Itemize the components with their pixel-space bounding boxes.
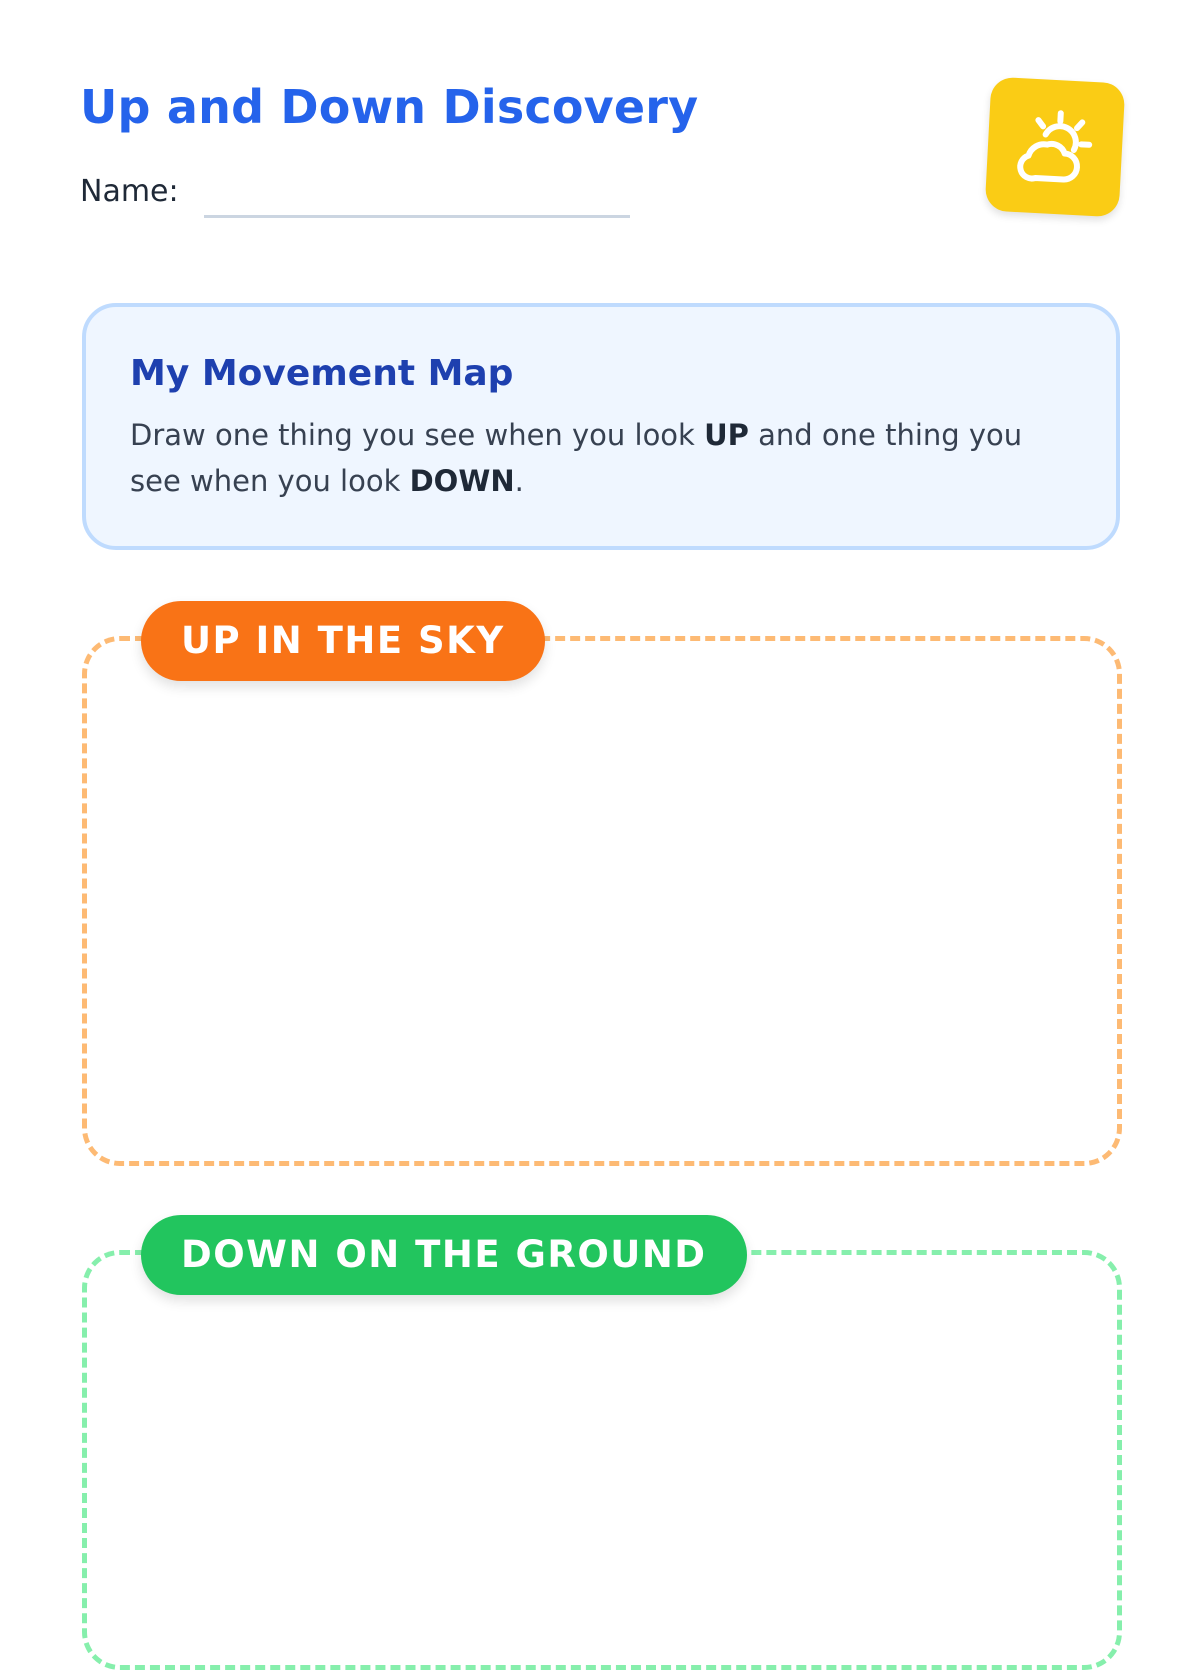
instructions-text: Draw one thing you see when you look UP and one thing you see when you look DOWN. (130, 412, 1072, 504)
sun-cloud-icon (1011, 103, 1099, 191)
instructions-title: My Movement Map (130, 353, 1072, 394)
ground-drawing-area[interactable] (82, 1250, 1122, 1670)
instructions-box (82, 303, 1120, 550)
sky-drawing-area[interactable] (82, 636, 1122, 1166)
page-title: Up and Down Discovery (80, 80, 698, 134)
name-input-line[interactable] (204, 215, 630, 218)
emphasis-up: UP (704, 418, 749, 452)
weather-badge (985, 77, 1126, 218)
sky-section-label: UP IN THE SKY (141, 601, 545, 681)
name-label: Name: (80, 174, 179, 209)
ground-section-label: DOWN ON THE GROUND (141, 1215, 747, 1295)
emphasis-down: DOWN (410, 464, 515, 498)
